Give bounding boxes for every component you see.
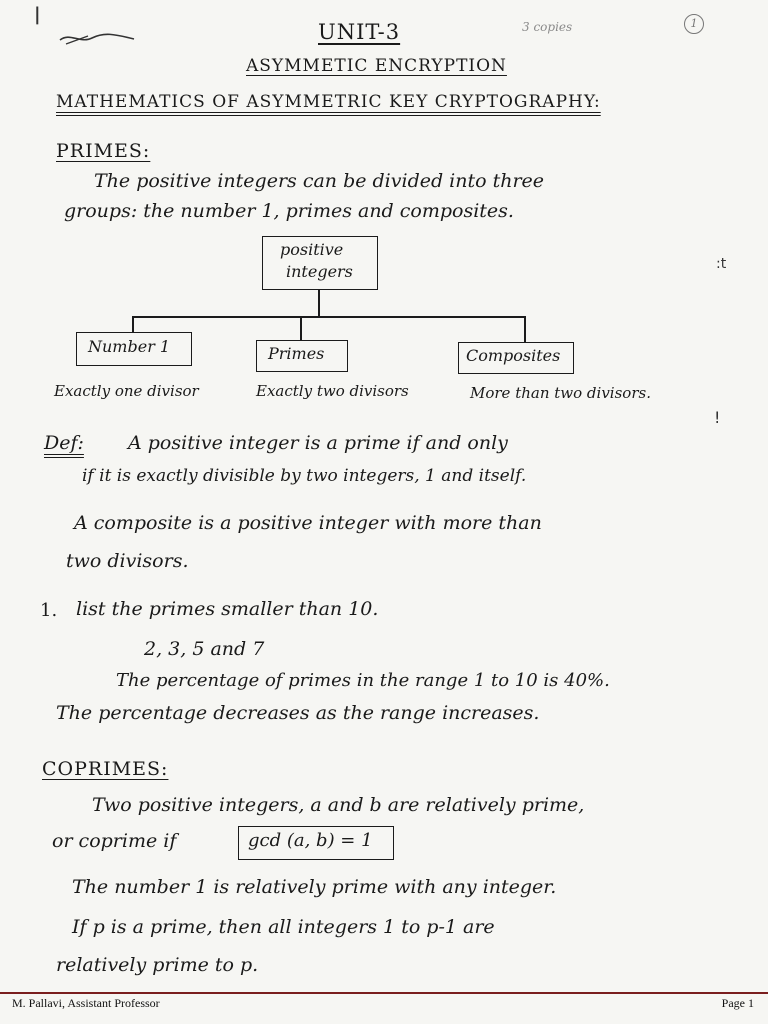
coprimes-line4: If p is a prime, then all integers 1 to p-1 are bbox=[72, 916, 495, 938]
margin-mark-right-dot: :t bbox=[716, 256, 727, 272]
margin-mark-right-bar: ! bbox=[714, 408, 721, 427]
unit-title: UNIT-3 bbox=[318, 20, 401, 44]
primes-heading: PRIMES: bbox=[56, 140, 151, 162]
diagram-connector-left bbox=[132, 316, 134, 332]
page-circle-number: 1 bbox=[684, 14, 704, 34]
example-question: list the primes smaller than 10. bbox=[76, 598, 379, 620]
def-line1: A positive integer is a prime if and only bbox=[128, 432, 508, 454]
primes-intro-line1: The positive integers can be divided into three bbox=[94, 170, 545, 192]
diagram-root-line1: positive bbox=[280, 240, 344, 259]
percentage-line1: The percentage of primes in the range 1 to 10 is 40%. bbox=[116, 670, 610, 691]
section-title: MATHEMATICS OF ASYMMETRIC KEY CRYPTOGRAPHY: bbox=[56, 92, 601, 112]
diagram-caption-primes: Exactly two divisors bbox=[256, 382, 409, 400]
coprimes-line3: The number 1 is relatively prime with any integer. bbox=[72, 876, 557, 898]
diagram-connector-horizontal bbox=[132, 316, 526, 318]
copies-note: 3 copies bbox=[522, 20, 573, 34]
diagram-root-line2: integers bbox=[286, 262, 353, 281]
percentage-line2: The percentage decreases as the range increases. bbox=[56, 702, 540, 724]
coprimes-line1: Two positive integers, a and b are relatively prime, bbox=[92, 794, 585, 816]
def-line2: if it is exactly divisible by two integers, 1 and itself. bbox=[82, 466, 527, 486]
diagram-connector-middle bbox=[300, 316, 302, 340]
diagram-child-label-number1: Number 1 bbox=[88, 337, 171, 356]
diagram-caption-number1: Exactly one divisor bbox=[54, 382, 199, 400]
footer-author: M. Pallavi, Assistant Professor bbox=[12, 996, 160, 1010]
footer-page-number: Page 1 bbox=[721, 996, 754, 1010]
example-answer: 2, 3, 5 and 7 bbox=[144, 638, 265, 660]
diagram-connector-vertical bbox=[318, 289, 320, 317]
diagram-connector-right bbox=[524, 316, 526, 342]
topic-subtitle: ASYMMETIC ENCRYPTION bbox=[246, 56, 507, 76]
def-label: Def: bbox=[44, 432, 84, 454]
coprimes-line2-prefix: or coprime if bbox=[52, 830, 177, 852]
composite-def-line1: A composite is a positive integer with more than bbox=[74, 512, 542, 534]
coprimes-line5: relatively prime to p. bbox=[56, 954, 259, 976]
primes-intro-line2: groups: the number 1, primes and composites. bbox=[64, 200, 514, 222]
composite-def-line2: two divisors. bbox=[66, 550, 189, 572]
footer-rule bbox=[0, 992, 768, 994]
scribble-mark bbox=[58, 30, 136, 48]
coprimes-heading: COPRIMES: bbox=[42, 758, 169, 780]
diagram-child-label-composites: Composites bbox=[466, 346, 561, 365]
diagram-caption-composites: More than two divisors. bbox=[470, 384, 651, 402]
example-number: 1. bbox=[40, 600, 58, 621]
margin-mark-top-left: | bbox=[34, 4, 41, 25]
gcd-formula: gcd (a, b) = 1 bbox=[248, 830, 373, 851]
diagram-child-label-primes: Primes bbox=[268, 344, 325, 363]
